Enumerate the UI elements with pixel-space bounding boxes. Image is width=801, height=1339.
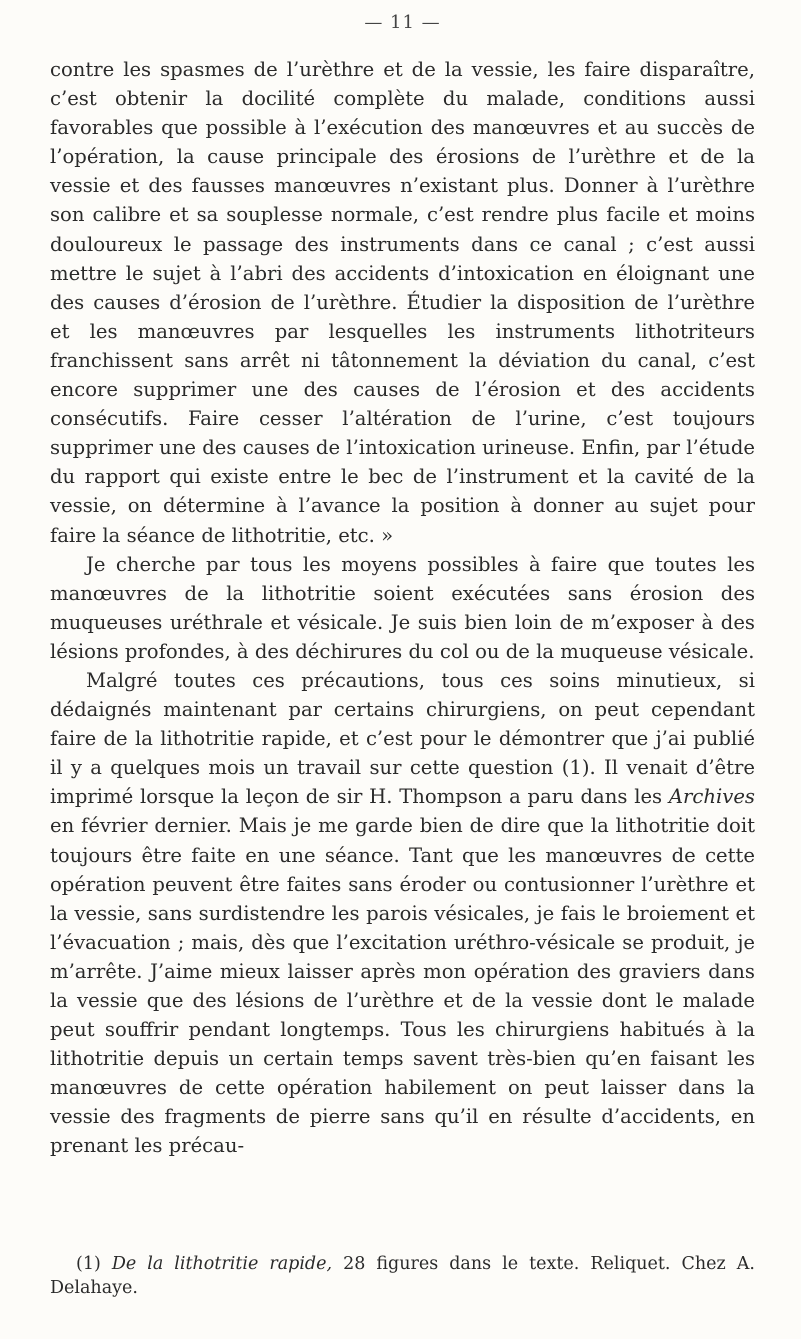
paragraph-2: Je cherche par tous les moyens possibles à faire que toutes les manœuvres de la lithotritie soient exécutées sans érosion des muqueuses uréthrale et vésicale. Je suis bien loin de m’exposer à des lésions profondes, à des déchirures du col ou de la muqueuse vésicale. [50, 552, 755, 663]
paragraph-3 [50, 666, 755, 1161]
footnote-text: 28 figures dans le texte. Reliquet. Chez A. Delahaye. [50, 1254, 755, 1298]
journal-title: Archives [668, 785, 755, 809]
footnote-title: De la lithotritie rapide, [111, 1254, 333, 1274]
footnote-marker: (1) [76, 1254, 101, 1274]
paragraph-1: contre les spasmes de l’urèthre et de la vessie, les faire disparaître, c’est obtenir la docilité complète du malade, conditions aussi favorables que possible à l’exécution des manœuvres et au succès de l’opération, la cause principale des érosions de l’urèthre et de la vessie et des fausses manœuvres n’existant plus. Donner à l’urèthre son calibre et sa souplesse normale, c’est rendre plus facile et moins douloureux le passage des instruments dans ce canal ; c’est aussi mettre le sujet à l’abri des accidents d’intoxication en éloignant une des causes d’érosion de l’urèthre. Étudier la disposition de l’urèthre et les manœuvres par lesquelles les instruments lithotriteurs franchissent sans arrêt ni tâtonnement la déviation du canal, c’est encore supprimer une des causes de l’érosion et des accidents consécutifs. Faire cesser l’altération de l’urine, c’est toujours supprimer une des causes de l’intoxication urineuse. Enfin, par l’étude du rapport qui existe entre le bec de l’instrument et la cavité de la vessie, on détermine à l’avance la position à donner au sujet pour faire la séance de lithotritie, etc. » [50, 58, 755, 547]
paragraph-3-part-1: Malgré toutes ces précautions, tous ces soins minutieux, si dédaignés maintenant par certains chirurgiens, on peut cependant faire de la lithotritie rapide, et c’est pour le démontrer que j’ai publié il y a quelques mois un travail sur cette question (1). Il venait d’être imprimé lorsque la leçon de sir H. Thompson a paru dans les [50, 668, 755, 809]
body-text [50, 55, 755, 1161]
page-number: — 11 — [364, 12, 441, 33]
paragraph-3-part-2: en février dernier. Mais je me garde bien de dire que la lithotritie doit toujours être faite en une séance. Tant que les manœuvres de cette opération peuvent être faites sans éroder ou contusionner l’urèthre et la vessie, sans surdistendre les parois vésicales, je fais le broiement et l’évacuation ; mais, dès que l’excitation uréthro-vésicale se produit, je m’arrête. J’aime mieux laisser après mon opération des graviers dans la vessie que des lésions de l’urèthre et de la vessie dont le malade peut souffrir pendant longtemps. Tous les chirurgiens habitués à la lithotritie depuis un certain temps savent très-bien qu’en faisant les manœuvres de cette opération habilement on peut laisser dans la vessie des fragments de pierre sans qu’il en résulte d’accidents, en prenant les précau- [50, 814, 755, 1158]
footnote [50, 1252, 755, 1300]
